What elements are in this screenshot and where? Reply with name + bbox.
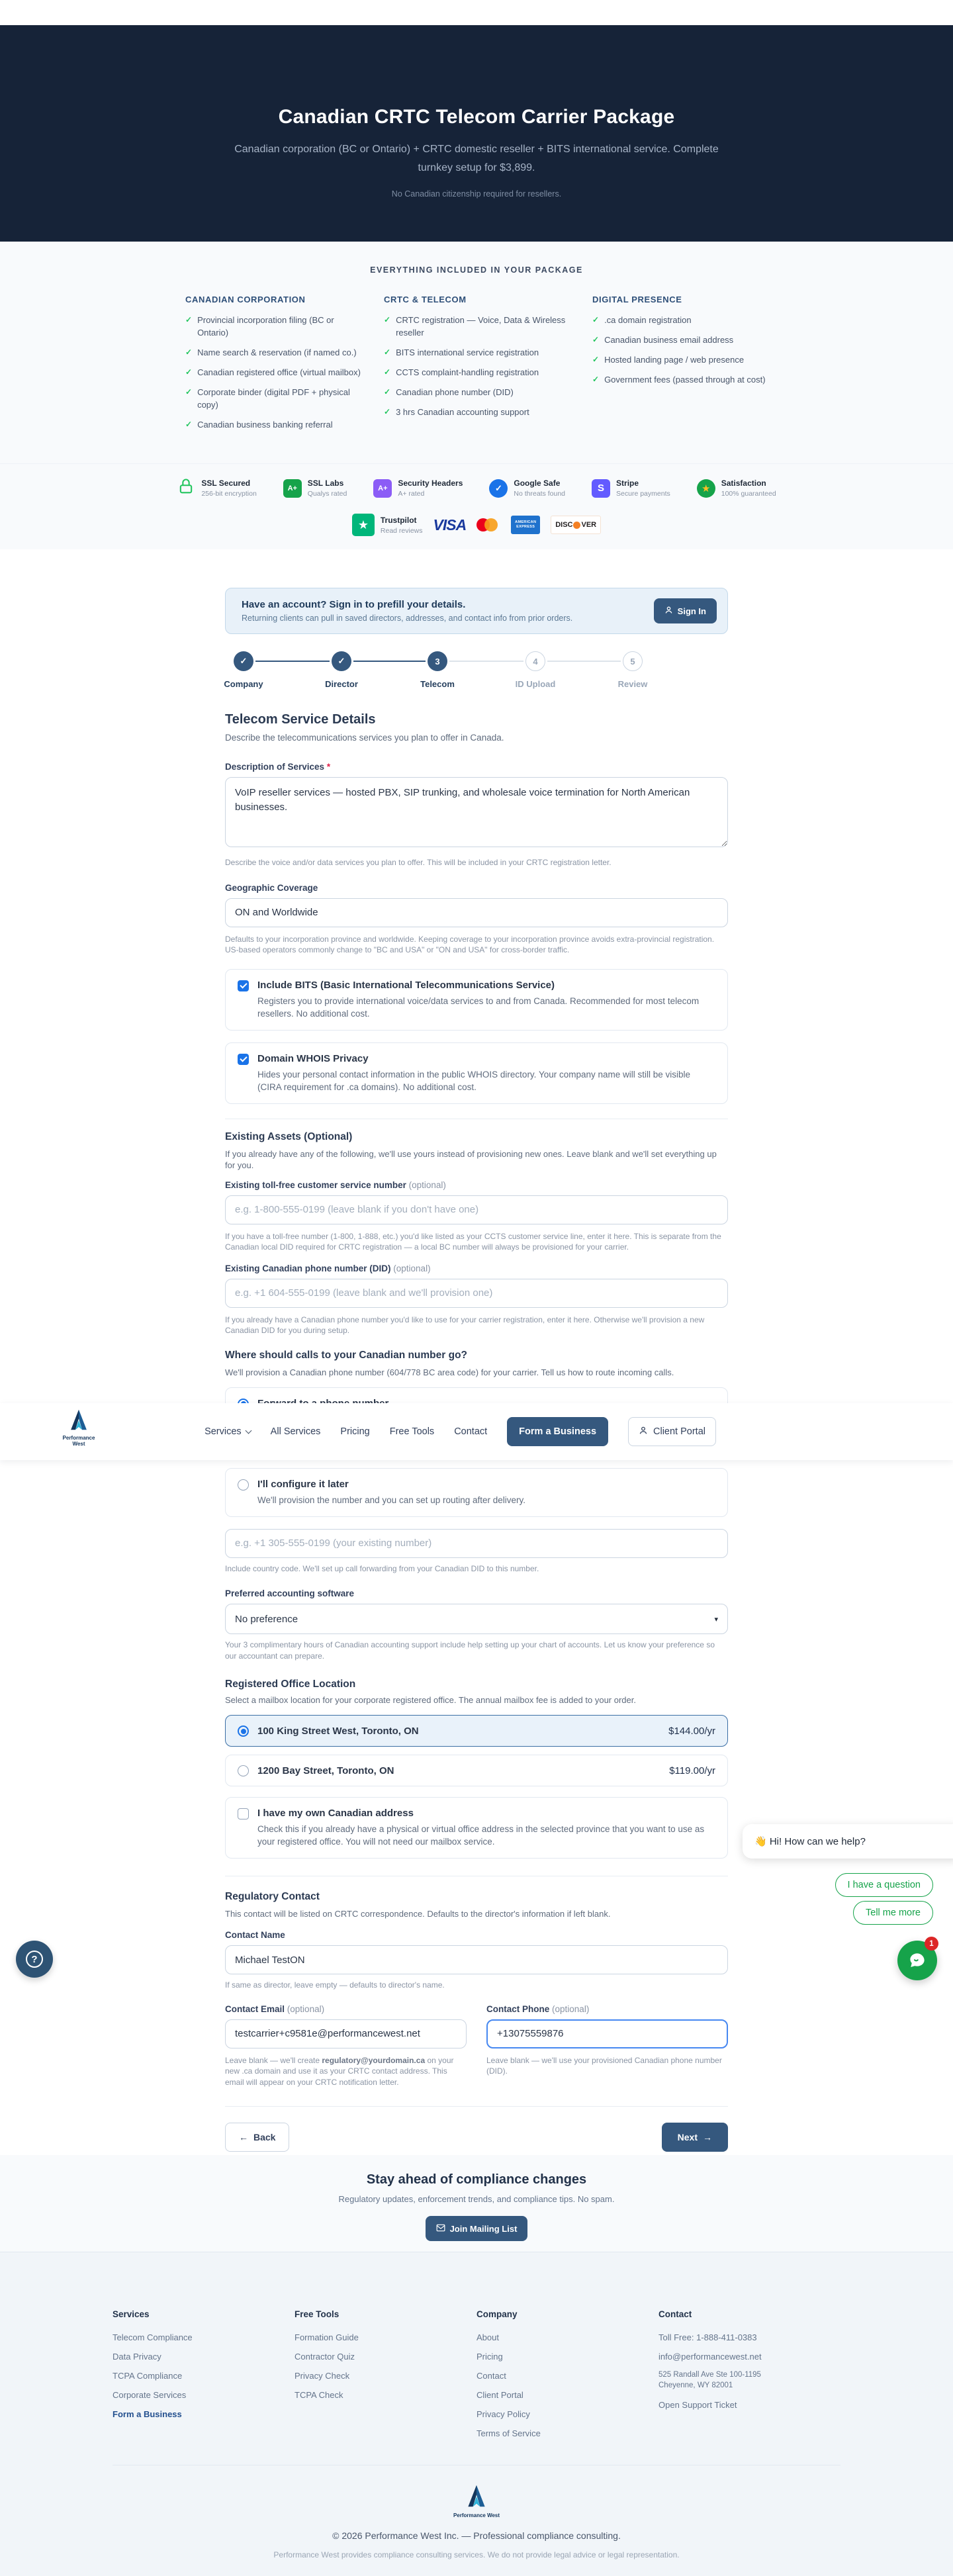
footer-disclaimer: Performance West provides compliance consulting services. We do not provide legal advice or legal representation. — [273, 2550, 680, 2559]
badge-title: SSL Labs — [307, 479, 344, 488]
accounting-help: Your 3 complimentary hours of Canadian accounting support include help setting up your chart of accounts. Let us know your preference so our accountant can prepare. — [225, 1640, 715, 1661]
stepper-connector — [547, 661, 621, 662]
mailbox-price: $119.00/yr — [669, 1765, 715, 1776]
back-button[interactable]: ← Back — [225, 2123, 289, 2152]
regulatory-title: Regulatory Contact — [225, 1891, 320, 1902]
page-title: Canadian CRTC Telecom Carrier Package — [278, 106, 675, 128]
coverage-help: Defaults to your incorporation province and worldwide. Keeping coverage to your incorporation province avoids extra-provincial registration. US-based operators commonly change to "BC and USA" or "ON and USA" for cross-border traffic. — [225, 934, 715, 954]
selected-option: No preference — [235, 1613, 298, 1625]
footer-link-client-portal[interactable]: Client Portal — [476, 2390, 523, 2400]
badge-subtitle: Secure payments — [616, 490, 670, 498]
arrow-right-icon: → — [703, 2132, 712, 2142]
site-footer — [0, 2252, 953, 2576]
badge-ssl-secured — [177, 477, 256, 499]
badge-title: Satisfaction — [721, 479, 766, 488]
included-item: ✓ Canadian registered office (virtual mailbox) — [185, 367, 361, 377]
office-title: Registered Office Location — [225, 1679, 356, 1690]
stepper-connector — [449, 661, 523, 662]
divider — [225, 2106, 728, 2107]
did-input[interactable] — [225, 1279, 728, 1308]
check-icon: ✓ — [240, 656, 248, 666]
trustpilot-star-icon: ★ — [352, 514, 375, 536]
description-help: Describe the voice and/or data services you plan to offer. This will be included in your CRTC registration letter. — [225, 858, 612, 867]
badge-subtitle: 256-bit encryption — [201, 490, 257, 498]
contact-phone-label: Contact Phone (optional) — [486, 2003, 590, 2014]
badge-title: Google Safe — [514, 479, 561, 488]
check-icon: ✓ — [592, 355, 600, 364]
contact-email-help: Leave blank — we'll create regulatory@yourdomain.ca on your new .ca domain and use it as your CRTC contact address. This email will appear on your CRTC notification letter. — [225, 2055, 454, 2087]
step-label-review: Review — [617, 679, 648, 689]
included-item: ✓ Hosted landing page / web presence — [592, 355, 745, 365]
included-item: ✓ Name search & reservation (if named co.) — [185, 347, 357, 357]
coverage-input[interactable] — [225, 898, 728, 927]
check-icon: ✓ — [384, 407, 391, 416]
own-address-card[interactable] — [225, 1797, 728, 1859]
footer-link-contact[interactable]: Contact — [476, 2371, 506, 2381]
nav-free-tools[interactable]: Free Tools — [389, 1426, 435, 1437]
contact-phone-input[interactable] — [486, 2019, 728, 2048]
badge-satisfaction — [697, 477, 776, 499]
chat-quick-reply-question[interactable]: I have a question — [835, 1873, 933, 1897]
cta-title: Stay ahead of compliance changes — [366, 2172, 587, 2187]
badge-subtitle: Qualys rated — [307, 490, 347, 498]
check-icon: ✓ — [592, 375, 600, 384]
order-form — [225, 588, 728, 2152]
stepper-connector — [353, 661, 426, 662]
star-icon: ★ — [697, 479, 715, 498]
column-title: DIGITAL PRESENCE — [592, 295, 682, 304]
contact-grid — [225, 2004, 728, 2088]
badge-title: Stripe — [616, 479, 639, 488]
footer-column-contact — [658, 2309, 840, 2448]
check-icon: ✓ — [185, 387, 193, 396]
brand-name: Performance West — [62, 1435, 95, 1447]
mailbox-address: 1200 Bay Street, Toronto, ON — [257, 1765, 394, 1776]
included-heading: EVERYTHING INCLUDED IN YOUR PACKAGE — [370, 265, 583, 275]
mail-icon — [436, 2224, 445, 2234]
routing-title: Where should calls to your Canadian number go? — [225, 1349, 468, 1361]
footer-tollfree: Toll Free: 1-888-411-0383 — [658, 2332, 757, 2342]
person-icon — [639, 1426, 648, 1438]
included-item: ✓ Canadian business banking referral — [185, 420, 333, 430]
check-icon: ✓ — [384, 387, 391, 396]
hero-note: No Canadian citizenship required for resellers. — [391, 189, 562, 199]
regulatory-subtitle: This contact will be listed on CRTC correspondence. Defaults to the director's information if left blank. — [225, 1909, 611, 1919]
step-review-circle[interactable]: 5 — [623, 651, 643, 671]
chat-quick-reply-more[interactable]: Tell me more — [853, 1901, 933, 1925]
step-label-telecom: Telecom — [420, 679, 455, 689]
badge-trustpilot[interactable] — [352, 514, 423, 536]
footer-brand — [0, 2484, 953, 2518]
included-item: ✓ .ca domain registration — [592, 315, 692, 325]
tollfree-help: If you have a toll-free number (1-800, 1-888, etc.) you'd like listed as your CCTS customer service line, enter it here. This is separate from the Canadian local DID required for CRTC registration — a local BC number will always be provisioned for your carrier. — [225, 1231, 721, 1252]
included-section — [0, 242, 953, 463]
contact-phone-help: Leave blank — we'll use your provisioned Canadian phone number (DID). — [486, 2055, 722, 2076]
did-label: Existing Canadian phone number (DID) (optional) — [225, 1263, 431, 1273]
check-icon: ✓ — [185, 420, 193, 429]
ssl-labs-grade-icon: A+ — [283, 479, 302, 498]
check-icon: ✓ — [185, 315, 193, 324]
step-label-director: Director — [325, 679, 358, 689]
chat-greeting-bubble: 👋 Hi! How can we help? — [743, 1824, 953, 1859]
whois-title: Domain WHOIS Privacy — [257, 1052, 369, 1064]
hero-subtitle: Canadian corporation (BC or Ontario) + CRTC domestic reseller + BITS international service. Complete turnkey setup for $3,899. — [234, 144, 719, 173]
signin-subtitle: Returning clients can pull in saved directors, addresses, and contact info from prior orders. — [242, 614, 573, 623]
footer-brand-name: Performance West — [453, 2512, 500, 2518]
included-item: ✓ 3 hrs Canadian accounting support — [384, 407, 529, 417]
client-portal-button[interactable]: Client Portal — [628, 1417, 716, 1446]
signin-title: Have an account? Sign in to prefill your details. — [242, 599, 466, 610]
check-icon: ✓ — [185, 347, 193, 357]
section-title: Telecom Service Details — [225, 712, 376, 727]
mailbox-option-king-street[interactable] — [225, 1715, 728, 1747]
badge-title: Trustpilot — [380, 515, 417, 525]
contact-email-label: Contact Email (optional) — [225, 2003, 325, 2014]
coverage-label: Geographic Coverage — [225, 882, 318, 893]
mailbox-address: 100 King Street West, Toronto, ON — [257, 1725, 419, 1737]
included-column-telecom — [384, 295, 569, 438]
footer-column-company — [476, 2309, 658, 2448]
included-item: ✓ CCTS complaint-handling registration — [384, 367, 539, 377]
step-label-id-upload: ID Upload — [515, 679, 556, 689]
mailbox-option-bay-street[interactable] — [225, 1755, 728, 1786]
contact-name-label: Contact Name — [225, 1930, 285, 1940]
footer-link-contractor-quiz[interactable]: Contractor Quiz — [295, 2352, 355, 2362]
footer-column-free-tools — [295, 2309, 476, 2448]
whois-option-card[interactable] — [225, 1042, 728, 1104]
step-label-company: Company — [224, 679, 263, 689]
trust-badges-section — [0, 463, 953, 549]
form-navigation — [225, 2123, 728, 2152]
nav-all-services[interactable]: All Services — [270, 1426, 321, 1437]
whois-checkbox[interactable] — [238, 1054, 249, 1065]
configure-later-radio[interactable] — [238, 1479, 249, 1491]
column-title: CRTC & TELECOM — [384, 295, 467, 304]
footer-link-about[interactable]: About — [476, 2332, 499, 2342]
footer-column-title: Services — [113, 2309, 150, 2319]
step-company-circle[interactable] — [234, 651, 253, 671]
accounting-label: Preferred accounting software — [225, 1588, 355, 1598]
footer-email[interactable]: info@performancewest.net — [658, 2352, 762, 2362]
mailbox-radio[interactable] — [238, 1725, 249, 1737]
check-icon: ✓ — [338, 656, 345, 666]
mountain-logo-icon — [463, 2484, 490, 2508]
contact-name-input[interactable] — [225, 1945, 728, 1974]
discover-logo: DISC VER — [551, 516, 601, 534]
bits-option-card[interactable] — [225, 969, 728, 1031]
chat-unread-badge: 1 — [925, 1937, 938, 1951]
nav-links — [204, 1403, 716, 1460]
badge-subtitle: No threats found — [514, 490, 566, 498]
included-item: ✓ Corporate binder (digital PDF + physical copy) — [185, 387, 350, 410]
shield-check-icon: ✓ — [489, 479, 508, 498]
badge-google-safe — [489, 477, 565, 499]
contact-email-input[interactable] — [225, 2019, 467, 2048]
signin-banner — [225, 588, 728, 634]
own-address-desc: Check this if you already have a physical or virtual office address in the selected province that you want to use as your registered office. You will not need our mailbox service. — [257, 1824, 705, 1847]
whois-desc: Hides your personal contact information in the public WHOIS directory. Your company name will still be visible (CIRA requirement for .ca domains). No additional cost. — [257, 1069, 691, 1092]
tollfree-input[interactable] — [225, 1195, 728, 1224]
footer-link-pricing[interactable]: Pricing — [476, 2352, 503, 2362]
check-icon: ✓ — [592, 335, 600, 344]
included-column-corporation — [185, 295, 361, 438]
check-icon: ✓ — [384, 315, 391, 324]
own-address-checkbox[interactable] — [238, 1808, 249, 1819]
cta-subtitle: Regulatory updates, enforcement trends, and compliance tips. No spam. — [338, 2194, 615, 2204]
amex-logo: AMERICAN EXPRESS — [511, 516, 540, 534]
join-mailing-list-button[interactable]: Join Mailing List — [426, 2216, 528, 2241]
included-item: ✓ CRTC registration — Voice, Data & Wireless reseller — [384, 315, 566, 338]
mailbox-price: $144.00/yr — [668, 1725, 715, 1737]
chat-bubble-icon — [907, 1951, 927, 1970]
column-title: CANADIAN CORPORATION — [185, 295, 306, 304]
badge-title: Security Headers — [398, 479, 463, 488]
check-icon: ✓ — [384, 367, 391, 377]
badge-subtitle: 100% guaranteed — [721, 490, 776, 498]
badge-title: SSL Secured — [201, 479, 251, 488]
footer-column-title: Free Tools — [295, 2309, 340, 2319]
step-director-circle[interactable] — [332, 651, 351, 671]
security-headers-grade-icon: A+ — [373, 479, 392, 498]
footer-link-terms[interactable]: Terms of Service — [476, 2428, 541, 2438]
description-label: Description of Services * — [225, 762, 331, 772]
nav-services[interactable]: Services — [204, 1426, 251, 1437]
discover-dot-icon — [573, 522, 580, 529]
bits-desc: Registers you to provide international voice/data services to and from Canada. Recommended for most telecom resellers. No additional cost. — [257, 995, 700, 1019]
main-content — [0, 549, 953, 2155]
site-navbar — [0, 1403, 953, 1460]
chevron-down-icon — [245, 1427, 251, 1434]
next-button[interactable]: Next → — [662, 2123, 728, 2152]
own-address-title: I have my own Canadian address — [257, 1808, 414, 1819]
chevron-down-icon: ▾ — [714, 1615, 718, 1624]
included-item: ✓ Government fees (passed through at cost) — [592, 375, 766, 385]
mailing-list-cta — [0, 2155, 953, 2252]
step-telecom-circle[interactable]: 3 — [428, 651, 447, 671]
arrow-left-icon: ← — [239, 2132, 248, 2142]
step-id-upload-circle[interactable]: 4 — [525, 651, 545, 671]
form-a-business-button[interactable]: Form a Business — [507, 1417, 608, 1446]
included-columns — [185, 295, 768, 438]
check-icon: ✓ — [384, 347, 391, 357]
footer-column-services — [113, 2309, 295, 2448]
sign-in-button[interactable]: Sign In — [654, 598, 717, 623]
footer-link-corporate-services[interactable]: Corporate Services — [113, 2390, 187, 2400]
routing-subtitle: We'll provision a Canadian phone number (604/778 BC area code) for your carrier. Tell us how to route incoming calls. — [225, 1367, 674, 1377]
mastercard-logo — [476, 517, 500, 533]
configure-later-desc: We'll provision the number and you can set up routing after delivery. — [257, 1495, 526, 1505]
footer-link-form-a-business[interactable]: Form a Business — [113, 2409, 182, 2419]
mailbox-radio[interactable] — [238, 1765, 249, 1776]
required-asterisk: * — [326, 762, 331, 772]
included-item: ✓ Canadian phone number (DID) — [384, 387, 514, 397]
badge-security-headers — [373, 477, 463, 499]
footer-link-telecom-compliance[interactable]: Telecom Compliance — [113, 2332, 193, 2342]
included-column-digital — [592, 295, 768, 438]
check-icon: ✓ — [592, 315, 600, 324]
section-subtitle: Describe the telecommunications services you plan to offer in Canada. — [225, 733, 504, 743]
help-fab-button[interactable] — [16, 1941, 53, 1978]
visa-logo: VISA — [433, 516, 467, 533]
badge-ssl-labs — [283, 477, 347, 499]
footer-link-tcpa-check[interactable]: TCPA Check — [295, 2390, 343, 2400]
footer-column-title: Contact — [658, 2309, 692, 2319]
check-icon: ✓ — [185, 367, 193, 377]
tollfree-label: Existing toll-free customer service number (optional) — [225, 1179, 446, 1190]
configure-later-title: I'll configure it later — [257, 1478, 349, 1490]
footer-support-ticket[interactable]: Open Support Ticket — [658, 2400, 737, 2410]
badge-row-2 — [0, 514, 953, 536]
footer-column-title: Company — [476, 2309, 518, 2319]
footer-address-line1: 525 Randall Ave Ste 100-1195 — [658, 2371, 761, 2379]
did-help: If you already have a Canadian phone number you'd like to use for your carrier registration, enter it here. Otherwise we'll provision a new Canadian DID for you during setup. — [225, 1314, 705, 1335]
brand-logo[interactable] — [56, 1408, 102, 1447]
assets-subtitle: If you already have any of the following, we'll use yours instead of provisioning new ones. Leave blank and we'll set everything up for you. — [225, 1148, 717, 1170]
footer-link-tcpa-compliance[interactable]: TCPA Compliance — [113, 2371, 183, 2381]
included-item: ✓ Provincial incorporation filing (BC or Ontario) — [185, 315, 334, 338]
description-textarea[interactable] — [225, 777, 728, 847]
contact-name-help: If same as director, leave empty — defaults to director's name. — [225, 1980, 445, 1990]
badge-subtitle: A+ rated — [398, 490, 425, 498]
footer-address-line2: Cheyenne, WY 82001 — [658, 2381, 733, 2389]
included-item: ✓ Canadian business email address — [592, 335, 734, 345]
office-subtitle: Select a mailbox location for your corporate registered office. The annual mailbox fee is added to your order. — [225, 1695, 636, 1705]
bits-title: Include BITS (Basic International Telecommunications Service) — [257, 979, 555, 991]
badge-stripe — [592, 477, 670, 499]
included-item: ✓ BITS international service registration — [384, 347, 539, 357]
assets-title: Existing Assets (Optional) — [225, 1130, 353, 1142]
hero-section — [0, 25, 953, 242]
person-icon — [664, 606, 673, 616]
progress-stepper — [225, 651, 728, 692]
footer-link-privacy-check[interactable]: Privacy Check — [295, 2371, 350, 2381]
question-mark-icon: ? — [26, 1951, 43, 1968]
badge-subtitle: Read reviews — [380, 526, 423, 535]
footer-link-privacy-policy[interactable]: Privacy Policy — [476, 2409, 530, 2419]
nav-pricing[interactable]: Pricing — [340, 1426, 370, 1437]
mountain-logo-icon — [66, 1408, 91, 1431]
footer-columns — [113, 2309, 840, 2448]
bits-checkbox[interactable] — [238, 980, 249, 991]
forward-phone-help: Include country code. We'll set up call forwarding from your Canadian DID to this number. — [225, 1563, 539, 1573]
footer-copyright: © 2026 Performance West Inc. — Professional compliance consulting. — [332, 2530, 621, 2541]
accounting-software-select[interactable] — [225, 1604, 728, 1634]
stepper-connector — [255, 661, 330, 662]
stripe-icon: S — [592, 479, 610, 498]
footer-link-data-privacy[interactable]: Data Privacy — [113, 2352, 161, 2362]
badge-row-1 — [0, 464, 953, 499]
forward-phone-input[interactable] — [225, 1529, 728, 1558]
footer-link-formation-guide[interactable]: Formation Guide — [295, 2332, 359, 2342]
configure-later-card[interactable] — [225, 1468, 728, 1517]
lock-icon — [177, 477, 195, 499]
nav-contact[interactable]: Contact — [454, 1426, 488, 1437]
